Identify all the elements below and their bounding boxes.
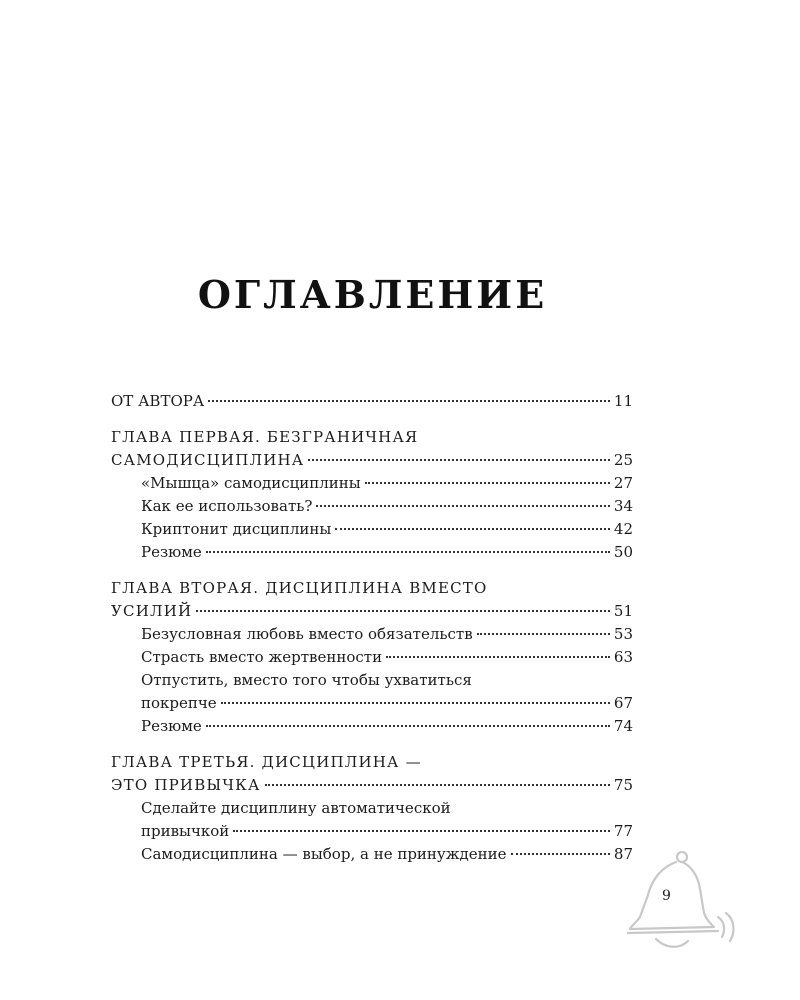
toc-entry-author[interactable] <box>111 390 633 413</box>
toc-entry-chapter-2[interactable] <box>111 600 633 623</box>
toc-entry-label: Резюме <box>141 717 202 735</box>
dot-leader <box>316 505 609 507</box>
toc-entry-label-line1[interactable]: Отпустить, вместо того чтобы ухватиться <box>141 671 472 689</box>
chapter-1-title[interactable]: ГЛАВА ПЕРВАЯ. БЕЗГРАНИЧНАЯ <box>111 428 419 446</box>
dot-leader <box>265 784 610 786</box>
toc-entry[interactable] <box>111 646 633 669</box>
toc-entry-label: УСИЛИЙ <box>111 602 193 620</box>
chapter-2-title[interactable]: ГЛАВА ВТОРАЯ. ДИСЦИПЛИНА ВМЕСТО <box>111 579 488 597</box>
dot-leader <box>233 830 610 832</box>
toc-page-number: 53 <box>613 625 633 643</box>
toc-entry[interactable] <box>111 495 633 518</box>
dot-leader <box>196 610 610 612</box>
toc-entry-label-line1[interactable]: Сделайте дисциплину автоматической <box>141 799 451 817</box>
toc-page-number: 77 <box>613 822 633 840</box>
toc-entry-chapter-1[interactable] <box>111 449 633 472</box>
toc-entry-label: Резюме <box>141 543 202 561</box>
dot-leader <box>511 853 610 855</box>
toc-entry-label: ОТ АВТОРА <box>111 392 205 410</box>
toc-entry-label: ЭТО ПРИВЫЧКА <box>111 776 261 794</box>
toc-entry-label: Страсть вместо жертвенности <box>141 648 383 666</box>
toc-page-number: 11 <box>613 392 633 410</box>
toc-entry[interactable] <box>111 623 633 646</box>
dot-leader <box>206 551 610 553</box>
toc-entry-label: САМОДИСЦИПЛИНА <box>111 451 305 469</box>
chapter-3-title[interactable]: ГЛАВА ТРЕТЬЯ. ДИСЦИПЛИНА — <box>111 753 422 771</box>
dot-leader <box>206 725 610 727</box>
toc-entry-label: покрепче <box>141 694 217 712</box>
toc-page-number: 51 <box>613 602 633 620</box>
toc-entry[interactable] <box>111 541 633 564</box>
toc-page-number: 74 <box>613 717 633 735</box>
dot-leader <box>477 633 610 635</box>
toc-entry-label: привычкой <box>141 822 230 840</box>
toc-page-number: 67 <box>613 694 633 712</box>
toc-page-number: 27 <box>613 474 633 492</box>
page-title: ОГЛАВЛЕНИЕ <box>197 272 548 317</box>
table-of-contents <box>111 390 633 866</box>
toc-entry[interactable] <box>111 843 633 866</box>
toc-page-number: 34 <box>613 497 633 515</box>
toc-entry[interactable] <box>111 715 633 738</box>
dot-leader <box>335 528 610 530</box>
page-number: 9 <box>662 888 671 904</box>
toc-entry-label: Безусловная любовь вместо обязательств <box>141 625 473 643</box>
toc-page-number: 50 <box>613 543 633 561</box>
toc-page-number: 63 <box>613 648 633 666</box>
dot-leader <box>208 400 610 402</box>
dot-leader <box>386 656 610 658</box>
toc-entry[interactable] <box>111 820 633 843</box>
toc-entry[interactable] <box>111 692 633 715</box>
toc-entry-label: Самодисциплина — выбор, а не принуждение <box>141 845 507 863</box>
toc-page-number: 75 <box>613 776 633 794</box>
toc-page-number: 25 <box>613 451 633 469</box>
toc-entry[interactable] <box>111 518 633 541</box>
toc-entry[interactable] <box>111 472 633 495</box>
dot-leader <box>308 459 610 461</box>
dot-leader <box>365 482 610 484</box>
dot-leader <box>221 702 610 704</box>
toc-page-number: 42 <box>613 520 633 538</box>
toc-entry-label: «Мышца» самодисциплины <box>141 474 361 492</box>
bell-icon <box>618 845 738 955</box>
toc-page-number: 87 <box>613 845 633 863</box>
toc-entry-label: Криптонит дисциплины <box>141 520 332 538</box>
toc-entry-chapter-3[interactable] <box>111 774 633 797</box>
toc-entry-label: Как ее использовать? <box>141 497 313 515</box>
